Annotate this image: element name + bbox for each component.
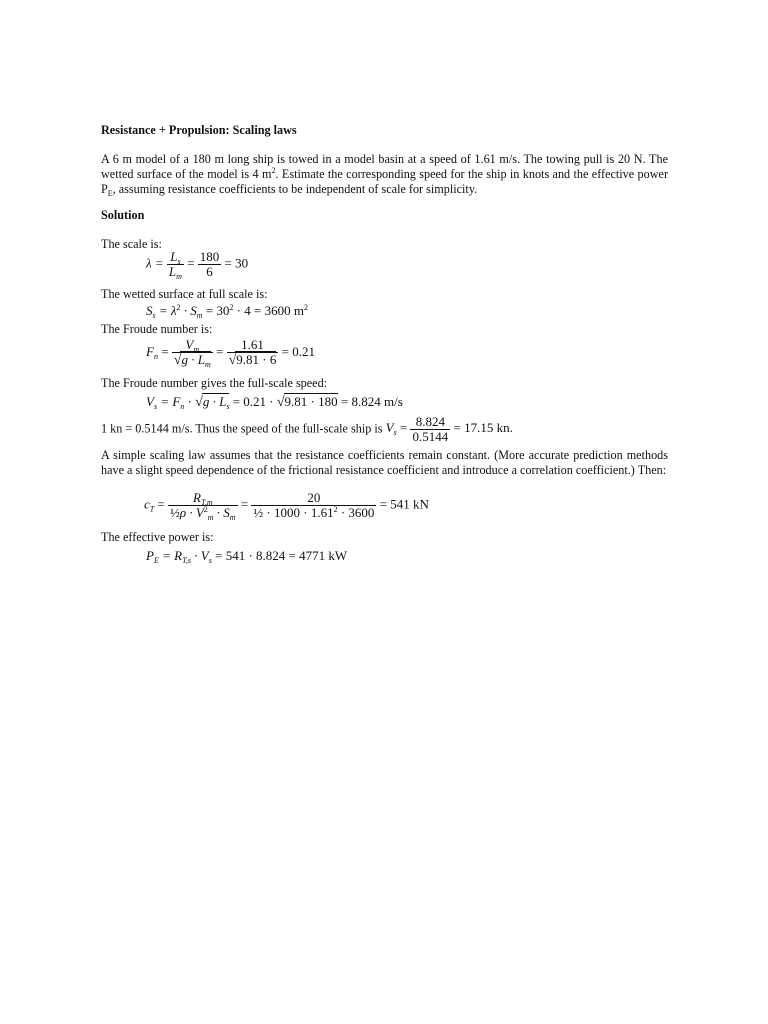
wetted-intro: The wetted surface at full scale is: <box>101 287 268 301</box>
page-title: Resistance + Propulsion: Scaling laws <box>101 123 297 137</box>
scale-equation: λ = $\frac{L_s}{L_m}$ = $\frac{180}{6}$ = 30 <box>146 249 249 281</box>
scale-intro: The scale is: <box>101 237 162 251</box>
solution-heading: Solution <box>101 208 145 222</box>
power-equation: $P_E = R_{T,s} \cdot V_s = 541 \cdot 8.824 = 4771$ kW <box>146 548 348 565</box>
knots-line: 1 kn = 0.5144 m/s. Thus the speed of the full-scale ship is $V_s$ = $\frac{8.824}{0.5144}$ = 17.15 kn. <box>101 414 513 444</box>
fullspeed-equation: $V_s = F_n \cdot √g \cdot L_s = 0.21 \cdot √9.81 \cdot 180 = 8.824$ m/s <box>146 394 403 411</box>
fullspeed-intro: The Froude number gives the full-scale speed: <box>101 376 328 390</box>
froude-intro: The Froude number is: <box>101 322 213 336</box>
ct-equation: $c_T$ = $\frac{R_{T,m}}{\frac{1}{2}\rho \cdot V^2_m \cdot S_m}$ = $\frac{20}{\frac{1}{2} \cdot 1000 \cdot 1.61^2 \cdot 3600}$ = 541 kN <box>144 490 429 522</box>
power-intro: The effective power is: <box>101 530 214 544</box>
assumption-paragraph: A simple scaling law assumes that the resistance coefficients remain constant. (More accurate prediction methods have a slight speed dependence of the frictional resistance coefficient and introduce a correlation coefficient.) Then: <box>101 448 668 477</box>
problem-statement: A 6 m model of a 180 m long ship is towed in a model basin at a speed of 1.61 m/s. The towing pull is 20 N. The wetted surface of the model is 4 $m^2$. Estimate the corresponding speed for the ship in knots and the effective power $P_E$, assuming resistance coefficients to be independent of scale for simplicity. <box>101 152 669 198</box>
froude-equation: $F_n$ = $\frac{V_m}{√g \cdot L_m}$ = $\frac{1.61}{√9.81 \cdot 6}$ = 0.21 <box>146 337 315 369</box>
wetted-equation: $S_s = \lambda^2 \cdot S_m = 30^2 \cdot 4 = 3600$ $m^2$ <box>146 303 308 320</box>
